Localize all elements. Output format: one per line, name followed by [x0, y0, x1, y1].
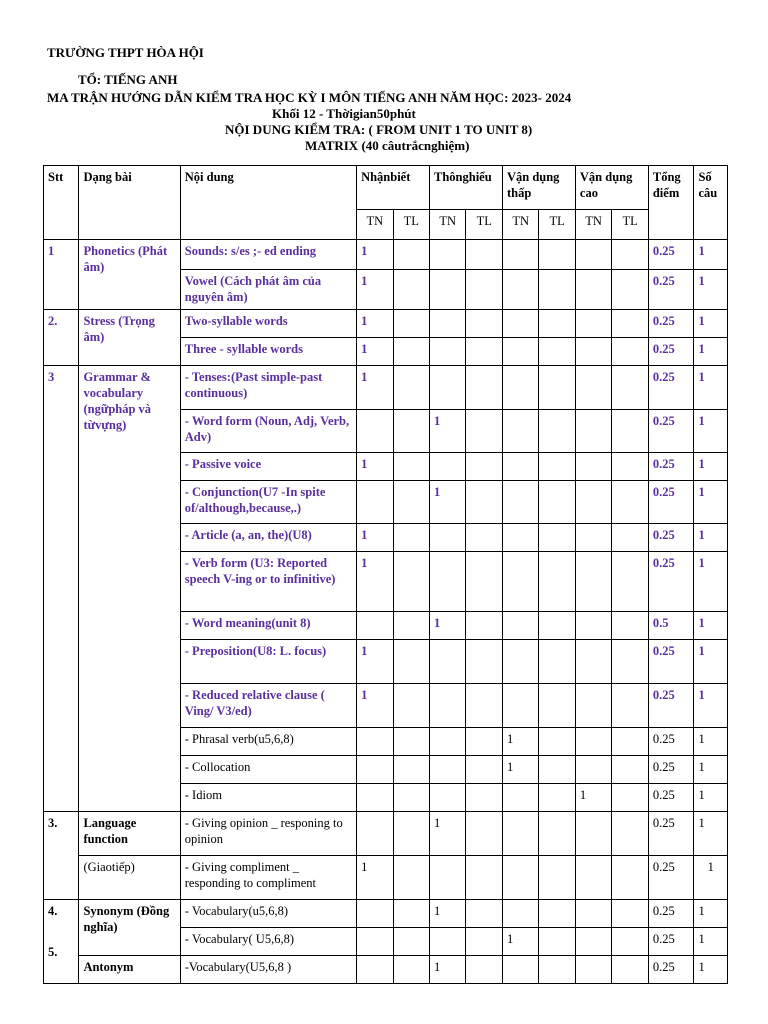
vdc-tl-cell [612, 612, 648, 640]
vdc-tn-cell [575, 756, 611, 784]
vdc-tn-cell [575, 270, 611, 310]
vdt-tn-cell [502, 956, 538, 984]
vdc-tl-cell [612, 928, 648, 956]
nb-tn-cell: 1 [357, 338, 393, 366]
noi-dung-cell: - Preposition(U8: L. focus) [180, 640, 356, 684]
th-tn-cell [430, 310, 466, 338]
th-tn-cell [430, 338, 466, 366]
col-thong-hieu: Thônghiểu [430, 166, 503, 210]
vdt-tn-cell [502, 640, 538, 684]
vdt-tl-cell [539, 728, 575, 756]
vdt-tn-cell [502, 270, 538, 310]
noi-dung-cell: - Idiom [180, 784, 356, 812]
nb-tl-cell [393, 453, 429, 481]
nb-tl-cell [393, 812, 429, 856]
stt-antonym: 5. [48, 945, 58, 959]
table-row [44, 856, 728, 900]
tong-diem-cell: 0.25 [648, 900, 694, 928]
th-tn-cell: 1 [430, 481, 466, 524]
vdt-tl-cell [539, 956, 575, 984]
tong-diem-cell: 0.25 [648, 310, 694, 338]
noi-dung-cell: - Reduced relative clause ( Ving/ V3/ed) [180, 684, 356, 728]
nb-tl-cell [393, 956, 429, 984]
vdt-tn-cell [502, 410, 538, 453]
th-tn-cell [430, 270, 466, 310]
vdc-tn-cell [575, 310, 611, 338]
nb-tl-cell [393, 338, 429, 366]
vdc-tn-cell [575, 856, 611, 900]
th-tn-cell [430, 453, 466, 481]
noi-dung-cell: - Giving opinion _ responing to opinion [180, 812, 356, 856]
noi-dung-cell: - Giving compliment _ responding to compliment [180, 856, 356, 900]
noi-dung-cell: - Phrasal verb(u5,6,8) [180, 728, 356, 756]
vdt-tl-cell [539, 240, 575, 270]
nb-tn-cell [357, 784, 393, 812]
stt-synonym: 4. [48, 904, 58, 918]
stt-cell: 3 [44, 366, 79, 812]
vdc-tn-cell [575, 728, 611, 756]
tong-diem-cell: 0.25 [648, 928, 694, 956]
table-row [44, 310, 728, 338]
th-tn-cell [430, 756, 466, 784]
vdc-tn-cell [575, 812, 611, 856]
col-van-dung-cao: Vận dụng cao [575, 166, 648, 210]
noi-dung-cell: Two-syllable words [180, 310, 356, 338]
sub-tn: TN [357, 210, 393, 240]
table-row [44, 956, 728, 984]
so-cau-cell: 1 [694, 453, 728, 481]
vdt-tn-cell: 1 [502, 728, 538, 756]
nb-tn-cell [357, 612, 393, 640]
col-tong-diem: Tổng điểm [648, 166, 694, 240]
nb-tl-cell [393, 784, 429, 812]
tong-diem-cell: 0.25 [648, 552, 694, 612]
vdc-tl-cell [612, 338, 648, 366]
so-cau-cell: 1 [694, 240, 728, 270]
vdc-tn-cell [575, 684, 611, 728]
nb-tl-cell [393, 900, 429, 928]
col-van-dung-thap: Vận dụng thấp [502, 166, 575, 210]
nb-tn-cell [357, 900, 393, 928]
noi-dung-cell: - Word meaning(unit 8) [180, 612, 356, 640]
th-tl-cell [466, 240, 502, 270]
th-tn-cell [430, 784, 466, 812]
so-cau-cell: 1 [694, 856, 728, 900]
so-cau-cell: 1 [694, 310, 728, 338]
tong-diem-cell: 0.25 [648, 270, 694, 310]
vdt-tn-cell [502, 453, 538, 481]
tong-diem-cell: 0.25 [648, 856, 694, 900]
vdc-tl-cell [612, 366, 648, 410]
header-row [44, 166, 728, 210]
nb-tn-cell [357, 481, 393, 524]
th-tl-cell [466, 338, 502, 366]
th-tl-cell [466, 552, 502, 612]
th-tl-cell [466, 784, 502, 812]
th-tl-cell [466, 366, 502, 410]
nb-tl-cell [393, 856, 429, 900]
nb-tl-cell [393, 728, 429, 756]
col-stt: Stt [44, 166, 79, 240]
so-cau-cell: 1 [694, 410, 728, 453]
vdt-tn-cell [502, 481, 538, 524]
vdc-tl-cell [612, 756, 648, 784]
dang-bai-cell: Language function [79, 812, 180, 856]
table-row [44, 240, 728, 270]
th-tn-cell [430, 856, 466, 900]
nb-tn-cell: 1 [357, 240, 393, 270]
th-tn-cell [430, 928, 466, 956]
vdc-tn-cell [575, 524, 611, 552]
nb-tn-cell: 1 [357, 856, 393, 900]
noi-dung-cell: - Vocabulary( U5,6,8) [180, 928, 356, 956]
noi-dung-cell: - Vocabulary(u5,6,8) [180, 900, 356, 928]
vdc-tl-cell [612, 900, 648, 928]
tong-diem-cell: 0.5 [648, 612, 694, 640]
vdt-tl-cell [539, 270, 575, 310]
so-cau-cell: 1 [694, 481, 728, 524]
exam-content: NỘI DUNG KIỂM TRA: ( FROM UNIT 1 TO UNIT 8) [225, 122, 533, 137]
vdt-tl-cell [539, 812, 575, 856]
nb-tl-cell [393, 552, 429, 612]
sub-tn: TN [430, 210, 466, 240]
sub-tl: TL [612, 210, 648, 240]
so-cau-cell: 1 [694, 552, 728, 612]
th-tn-cell: 1 [430, 612, 466, 640]
vdc-tl-cell [612, 728, 648, 756]
nb-tl-cell [393, 612, 429, 640]
nb-tl-cell [393, 410, 429, 453]
vdt-tn-cell [502, 240, 538, 270]
th-tl-cell [466, 900, 502, 928]
vdt-tl-cell [539, 453, 575, 481]
nb-tl-cell [393, 756, 429, 784]
so-cau-cell: 1 [694, 338, 728, 366]
th-tl-cell [466, 856, 502, 900]
vdt-tn-cell [502, 310, 538, 338]
vdt-tl-cell [539, 552, 575, 612]
stt-cell: 1 [44, 240, 79, 310]
th-tl-cell [466, 640, 502, 684]
dang-bai-cell: Stress (Trọng âm) [79, 310, 180, 366]
sub-tl: TL [393, 210, 429, 240]
sub-tl: TL [466, 210, 502, 240]
noi-dung-cell: - Conjunction(U7 -In spite of/although,because,.) [180, 481, 356, 524]
th-tn-cell [430, 552, 466, 612]
nb-tn-cell [357, 410, 393, 453]
vdc-tn-cell [575, 481, 611, 524]
vdt-tl-cell [539, 640, 575, 684]
table-row [44, 900, 728, 928]
col-noi-dung: Nội dung [180, 166, 356, 240]
nb-tn-cell [357, 756, 393, 784]
vdt-tn-cell [502, 552, 538, 612]
th-tl-cell [466, 612, 502, 640]
th-tl-cell [466, 812, 502, 856]
so-cau-cell: 1 [694, 270, 728, 310]
vdc-tl-cell [612, 310, 648, 338]
th-tn-cell [430, 640, 466, 684]
so-cau-cell: 1 [694, 812, 728, 856]
school-name: TRƯỜNG THPT HÒA HỘI [47, 45, 204, 60]
noi-dung-cell: - Article (a, an, the)(U8) [180, 524, 356, 552]
th-tn-cell: 1 [430, 956, 466, 984]
nb-tn-cell: 1 [357, 366, 393, 410]
vdc-tl-cell [612, 812, 648, 856]
vdt-tl-cell [539, 684, 575, 728]
vdc-tl-cell [612, 684, 648, 728]
grade-time: Khối 12 - Thờigian50phút [272, 106, 416, 121]
nb-tl-cell [393, 270, 429, 310]
vdc-tl-cell [612, 410, 648, 453]
tong-diem-cell: 0.25 [648, 756, 694, 784]
th-tl-cell [466, 956, 502, 984]
tong-diem-cell: 0.25 [648, 640, 694, 684]
vdt-tn-cell [502, 684, 538, 728]
vdt-tn-cell [502, 612, 538, 640]
th-tl-cell [466, 756, 502, 784]
tong-diem-cell: 0.25 [648, 240, 694, 270]
vdt-tn-cell [502, 900, 538, 928]
nb-tn-cell [357, 956, 393, 984]
th-tl-cell [466, 481, 502, 524]
th-tn-cell: 1 [430, 410, 466, 453]
th-tl-cell [466, 684, 502, 728]
tong-diem-cell: 0.25 [648, 684, 694, 728]
vdc-tn-cell [575, 612, 611, 640]
vdc-tl-cell [612, 481, 648, 524]
tong-diem-cell: 0.25 [648, 728, 694, 756]
tong-diem-cell: 0.25 [648, 481, 694, 524]
so-cau-cell: 1 [694, 756, 728, 784]
vdc-tl-cell [612, 956, 648, 984]
matrix-table [43, 165, 728, 984]
vdc-tl-cell [612, 240, 648, 270]
noi-dung-cell: Three - syllable words [180, 338, 356, 366]
matrix-note: MATRIX (40 câutrắcnghiệm) [305, 138, 470, 153]
dang-bai-cell: (Giaotiếp) [79, 856, 180, 900]
tong-diem-cell: 0.25 [648, 366, 694, 410]
noi-dung-cell: -Vocabulary(U5,6,8 ) [180, 956, 356, 984]
so-cau-cell: 1 [694, 784, 728, 812]
tong-diem-cell: 0.25 [648, 812, 694, 856]
noi-dung-cell: - Tenses:(Past simple-past continuous) [180, 366, 356, 410]
table-row [44, 812, 728, 856]
nb-tl-cell [393, 640, 429, 684]
vdt-tn-cell [502, 366, 538, 410]
vdt-tn-cell [502, 784, 538, 812]
dang-bai-cell: Antonym [79, 956, 180, 984]
vdc-tn-cell [575, 240, 611, 270]
vdt-tn-cell [502, 338, 538, 366]
vdt-tl-cell [539, 310, 575, 338]
col-dang-bai: Dạng bài [79, 166, 180, 240]
vdt-tl-cell [539, 338, 575, 366]
stt-cell [44, 900, 79, 984]
vdc-tn-cell: 1 [575, 784, 611, 812]
vdc-tl-cell [612, 856, 648, 900]
vdc-tn-cell [575, 640, 611, 684]
th-tl-cell [466, 410, 502, 453]
vdc-tl-cell [612, 453, 648, 481]
nb-tn-cell: 1 [357, 524, 393, 552]
col-nhan-biet: Nhậnbiết [357, 166, 430, 210]
tong-diem-cell: 0.25 [648, 453, 694, 481]
sub-tn: TN [502, 210, 538, 240]
vdt-tl-cell [539, 481, 575, 524]
so-cau-cell: 1 [694, 928, 728, 956]
vdt-tl-cell [539, 612, 575, 640]
so-cau-cell: 1 [694, 366, 728, 410]
vdc-tn-cell [575, 366, 611, 410]
nb-tl-cell [393, 481, 429, 524]
th-tn-cell: 1 [430, 812, 466, 856]
th-tl-cell [466, 453, 502, 481]
nb-tn-cell [357, 812, 393, 856]
document-title: MA TRẬN HƯỚNG DẪN KIỂM TRA HỌC KỲ I MÔN TIẾNG ANH NĂM HỌC: 2023- 2024 [47, 90, 572, 105]
dang-bai-cell: Grammar & vocabulary (ngữpháp và từvựng) [79, 366, 180, 812]
nb-tn-cell: 1 [357, 684, 393, 728]
tong-diem-cell: 0.25 [648, 956, 694, 984]
noi-dung-cell: - Word form (Noun, Adj, Verb, Adv) [180, 410, 356, 453]
so-cau-cell: 1 [694, 956, 728, 984]
nb-tl-cell [393, 366, 429, 410]
noi-dung-cell: - Collocation [180, 756, 356, 784]
vdc-tn-cell [575, 410, 611, 453]
col-so-cau: Số câu [694, 166, 728, 240]
tong-diem-cell: 0.25 [648, 524, 694, 552]
vdc-tl-cell [612, 640, 648, 684]
so-cau-cell: 1 [694, 684, 728, 728]
nb-tn-cell: 1 [357, 640, 393, 684]
noi-dung-cell: Vowel (Cách phát âm của nguyên âm) [180, 270, 356, 310]
noi-dung-cell: - Verb form (U3: Reported speech V-ing or to infinitive) [180, 552, 356, 612]
dang-bai-cell: Phonetics (Phát âm) [79, 240, 180, 310]
vdc-tn-cell [575, 552, 611, 612]
th-tn-cell [430, 728, 466, 756]
vdt-tl-cell [539, 856, 575, 900]
nb-tn-cell [357, 928, 393, 956]
vdt-tn-cell [502, 812, 538, 856]
vdc-tn-cell [575, 928, 611, 956]
so-cau-cell: 1 [694, 728, 728, 756]
sub-tn: TN [575, 210, 611, 240]
vdt-tl-cell [539, 784, 575, 812]
vdc-tn-cell [575, 900, 611, 928]
nb-tn-cell: 1 [357, 453, 393, 481]
stt-cell: 2. [44, 310, 79, 366]
th-tl-cell [466, 524, 502, 552]
vdc-tn-cell [575, 453, 611, 481]
vdc-tn-cell [575, 338, 611, 366]
vdt-tn-cell: 1 [502, 928, 538, 956]
tong-diem-cell: 0.25 [648, 338, 694, 366]
department: TỔ: TIẾNG ANH [78, 72, 178, 87]
nb-tn-cell: 1 [357, 310, 393, 338]
vdt-tl-cell [539, 366, 575, 410]
nb-tl-cell [393, 310, 429, 338]
tong-diem-cell: 0.25 [648, 784, 694, 812]
nb-tn-cell: 1 [357, 552, 393, 612]
vdc-tl-cell [612, 552, 648, 612]
nb-tl-cell [393, 684, 429, 728]
noi-dung-cell: Sounds: s/es ;- ed ending [180, 240, 356, 270]
nb-tl-cell [393, 240, 429, 270]
so-cau-cell: 1 [694, 524, 728, 552]
so-cau-cell: 1 [694, 900, 728, 928]
sub-tl: TL [539, 210, 575, 240]
nb-tn-cell [357, 728, 393, 756]
table-row [44, 366, 728, 410]
th-tn-cell [430, 524, 466, 552]
th-tn-cell [430, 240, 466, 270]
so-cau-cell: 1 [694, 640, 728, 684]
nb-tl-cell [393, 928, 429, 956]
noi-dung-cell: - Passive voice [180, 453, 356, 481]
vdc-tn-cell [575, 956, 611, 984]
th-tl-cell [466, 728, 502, 756]
vdt-tn-cell: 1 [502, 756, 538, 784]
dang-bai-cell: Synonym (Đồng nghĩa) [79, 900, 180, 956]
vdt-tl-cell [539, 756, 575, 784]
vdc-tl-cell [612, 784, 648, 812]
th-tl-cell [466, 310, 502, 338]
th-tl-cell [466, 928, 502, 956]
th-tn-cell [430, 366, 466, 410]
vdt-tl-cell [539, 900, 575, 928]
th-tn-cell [430, 684, 466, 728]
vdc-tl-cell [612, 270, 648, 310]
th-tn-cell: 1 [430, 900, 466, 928]
vdt-tn-cell [502, 524, 538, 552]
tong-diem-cell: 0.25 [648, 410, 694, 453]
nb-tl-cell [393, 524, 429, 552]
vdt-tl-cell [539, 928, 575, 956]
vdt-tl-cell [539, 524, 575, 552]
vdc-tl-cell [612, 524, 648, 552]
stt-cell: 3. [44, 812, 79, 900]
vdt-tl-cell [539, 410, 575, 453]
so-cau-cell: 1 [694, 612, 728, 640]
nb-tn-cell: 1 [357, 270, 393, 310]
vdt-tn-cell [502, 856, 538, 900]
th-tl-cell [466, 270, 502, 310]
